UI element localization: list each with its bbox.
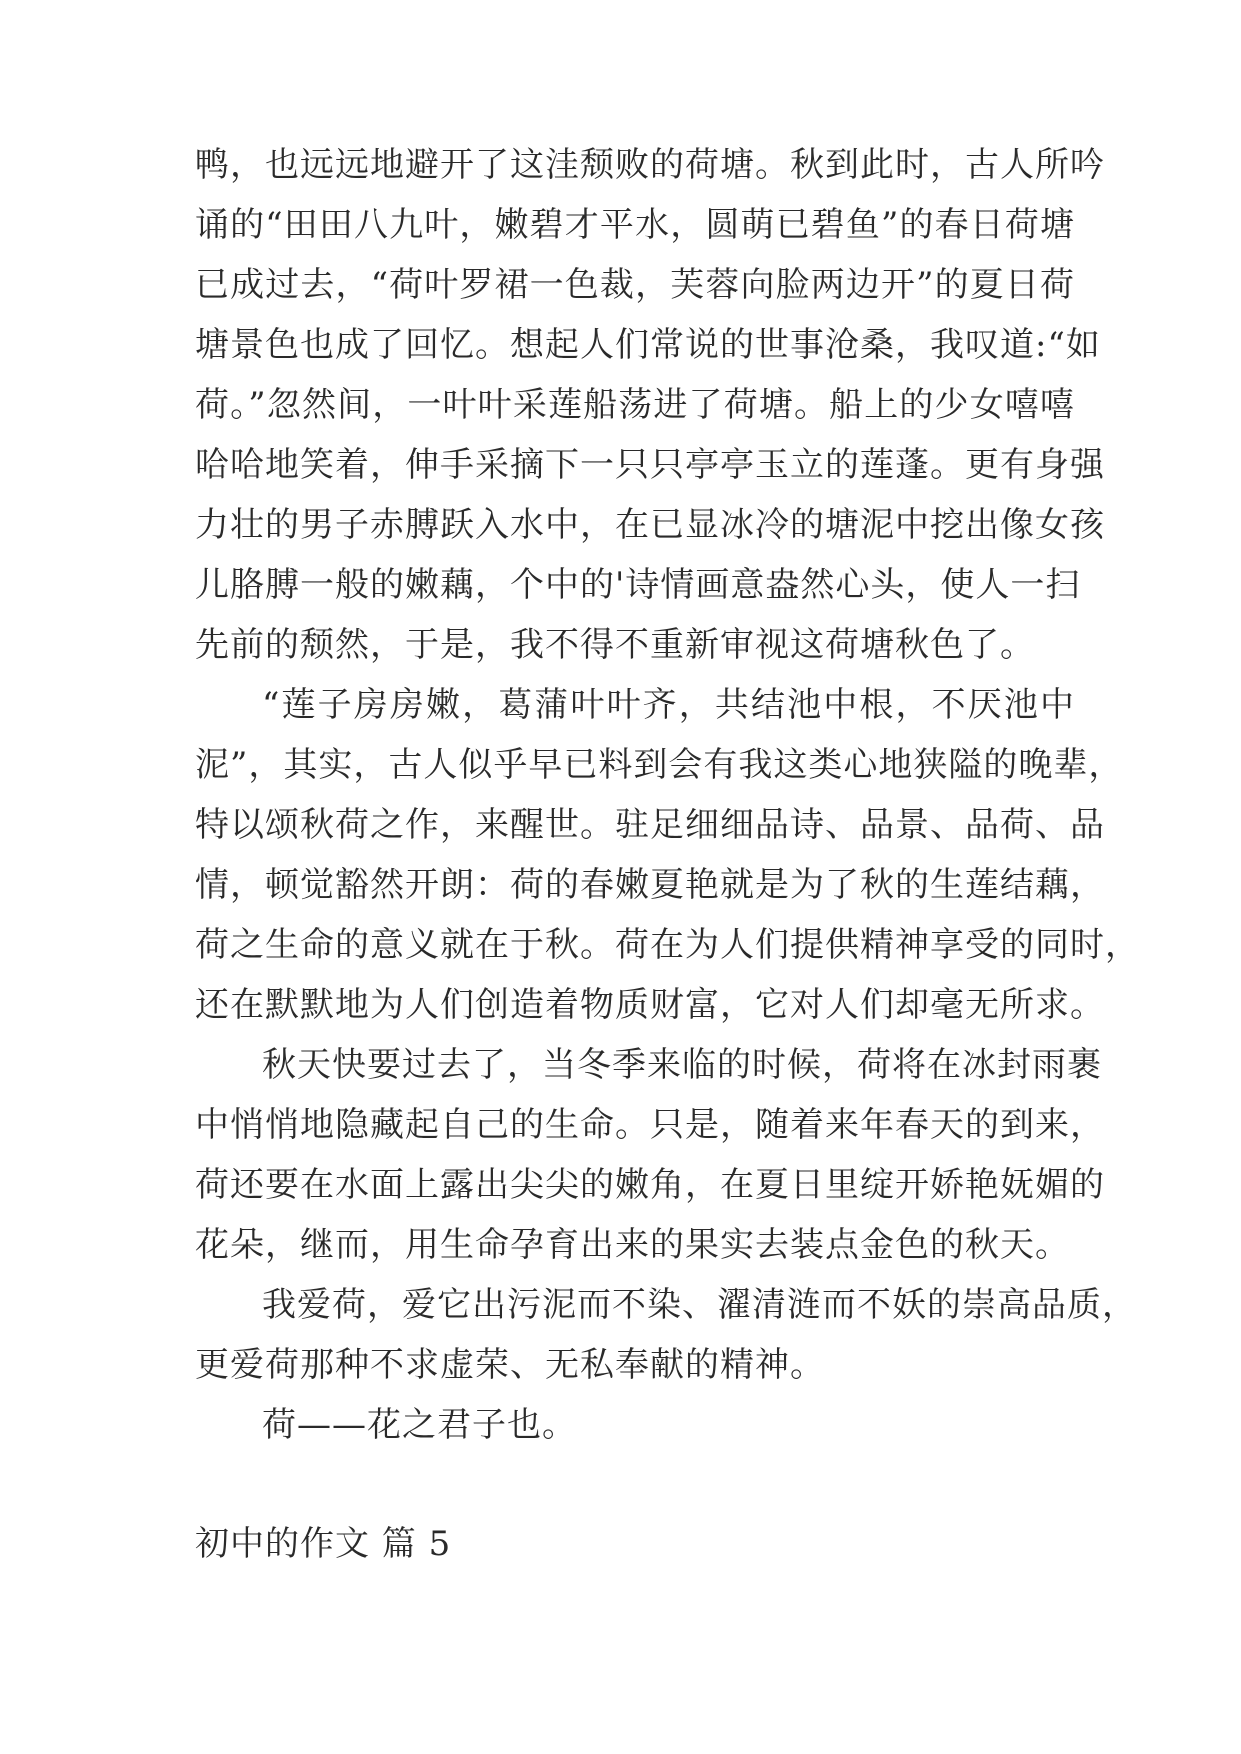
text-line: 鸭，也远远地避开了这洼颓败的荷塘。秋到此时，古人所吟 xyxy=(195,145,1105,185)
text-line: 已成过去，“荷叶罗裙一色裁，芙蓉向脸两边开”的夏日荷 xyxy=(195,265,1075,305)
text-line: “莲子房房嫩，葛蒲叶叶齐，共结池中根，不厌池中 xyxy=(262,685,1075,725)
text-line: 我爱荷，爱它出污泥而不染、濯清涟而不妖的崇高品质， xyxy=(262,1285,1137,1325)
text-line: 塘景色也成了回忆。想起人们常说的世事沧桑，我叹道:“如 xyxy=(195,325,1101,365)
text-line: 秋天快要过去了，当冬季来临的时候，荷将在冰封雨裹 xyxy=(262,1045,1102,1085)
text-line: 中悄悄地隐藏起自己的生命。只是，随着来年春天的到来， xyxy=(195,1105,1105,1145)
text-line: 泥”，其实，古人似乎早已料到会有我这类心地狭隘的晚辈， xyxy=(195,745,1124,785)
text-line: 诵的“田田八九叶，嫩碧才平水，圆萌已碧鱼”的春日荷塘 xyxy=(195,205,1075,245)
text-line: 荷——花之君子也。 xyxy=(262,1405,577,1445)
text-line: 特以颂秋荷之作，来醒世。驻足细细品诗、品景、品荷、品 xyxy=(195,805,1105,845)
text-line: 更爱荷那种不求虚荣、无私奉献的精神。 xyxy=(195,1345,825,1385)
text-line: 花朵，继而，用生命孕育出来的果实去装点金色的秋天。 xyxy=(195,1225,1070,1265)
text-line: 荷。”忽然间，一叶叶采莲船荡进了荷塘。船上的少女嘻嘻 xyxy=(195,385,1075,425)
text-line: 先前的颓然，于是，我不得不重新审视这荷塘秋色了。 xyxy=(195,625,1035,665)
text-line: 儿胳膊一般的嫩藕，个中的'诗情画意盎然心头，使人一扫 xyxy=(195,565,1081,605)
text-line: 情，顿觉豁然开朗：荷的春嫩夏艳就是为了秋的生莲结藕， xyxy=(195,865,1105,905)
text-line: 荷之生命的意义就在于秋。荷在为人们提供精神享受的同时， xyxy=(195,925,1140,965)
text-line: 哈哈地笑着，伸手采摘下一只只亭亭玉立的莲蓬。更有身强 xyxy=(195,445,1105,485)
text-line: 力壮的男子赤膊跃入水中，在已显冰冷的塘泥中挖出像女孩 xyxy=(195,505,1105,545)
text-line: 荷还要在水面上露出尖尖的嫩角，在夏日里绽开娇艳妩媚的 xyxy=(195,1165,1105,1205)
section-heading: 初中的作文 篇 5 xyxy=(195,1524,452,1564)
text-line: 还在默默地为人们创造着物质财富，它对人们却毫无所求。 xyxy=(195,985,1105,1025)
